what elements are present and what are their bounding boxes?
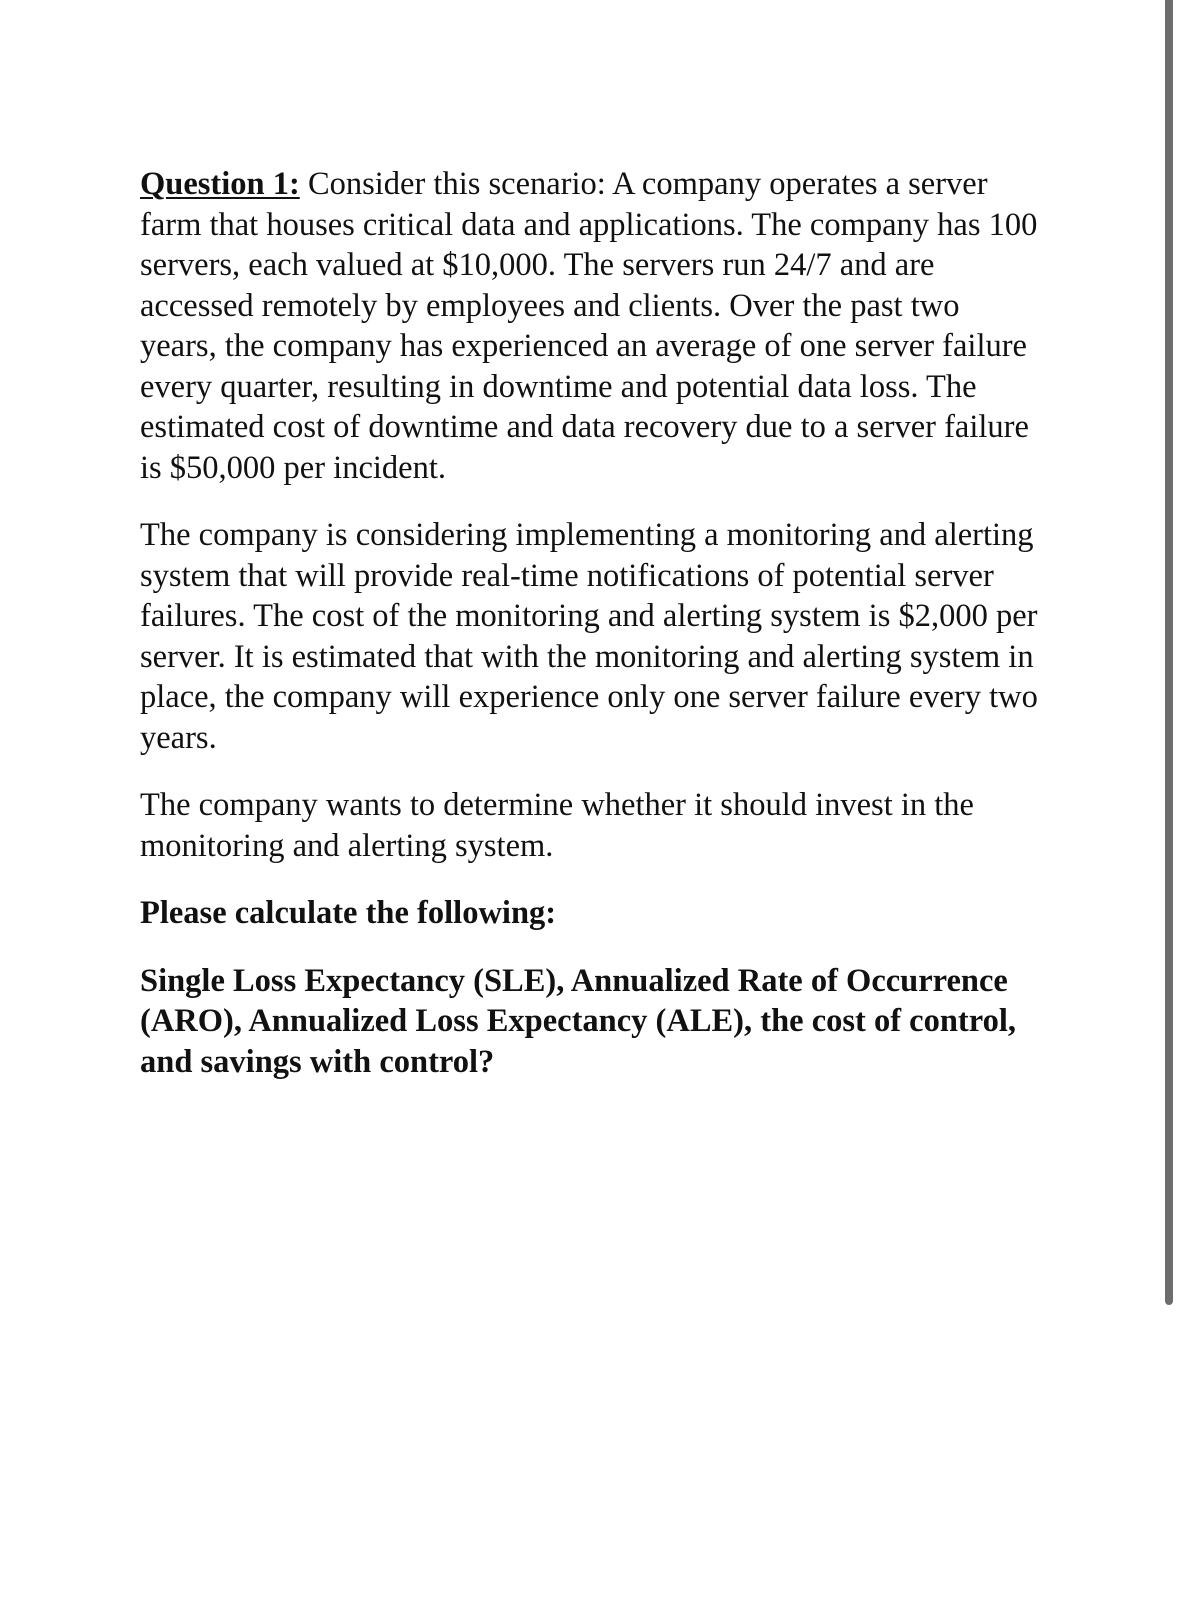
proposal-paragraph: The company is considering implementing a monitoring and alerting system that will provide real-time notifications of potential server failures. The cost of the monitoring and alerting system is $2,000 per server. It is estimated that with the monitoring and alerting system in place, the company will experience only one server failure every two years. bbox=[140, 517, 1038, 756]
decision-paragraph: The company wants to determine whether it should invest in the monitoring and alerting system. bbox=[140, 787, 974, 864]
question-label: Question 1: bbox=[140, 166, 300, 202]
task-list: Single Loss Expectancy (SLE), Annualized Rate of Occurrence (ARO), Annualized Loss Expectancy (ALE), the cost of control, and savings with control? bbox=[140, 962, 1016, 1080]
scenario-paragraph bbox=[140, 164, 1040, 488]
instruction-heading: Please calculate the following: bbox=[140, 895, 557, 931]
question-document bbox=[140, 164, 1040, 1082]
scrollbar-thumb[interactable] bbox=[1165, 0, 1173, 1305]
scenario-text: Consider this scenario: A company operates a server farm that houses critical data and applications. The company has 100 servers, each valued at $10,000. The servers run 24/7 and are accessed remotely by employees and clients. Over the past two years, the company has experienced an average of one server failure every quarter, resulting in downtime and potential data loss. The estimated cost of downtime and data recovery due to a server failure is $50,000 per incident. bbox=[140, 166, 1038, 486]
